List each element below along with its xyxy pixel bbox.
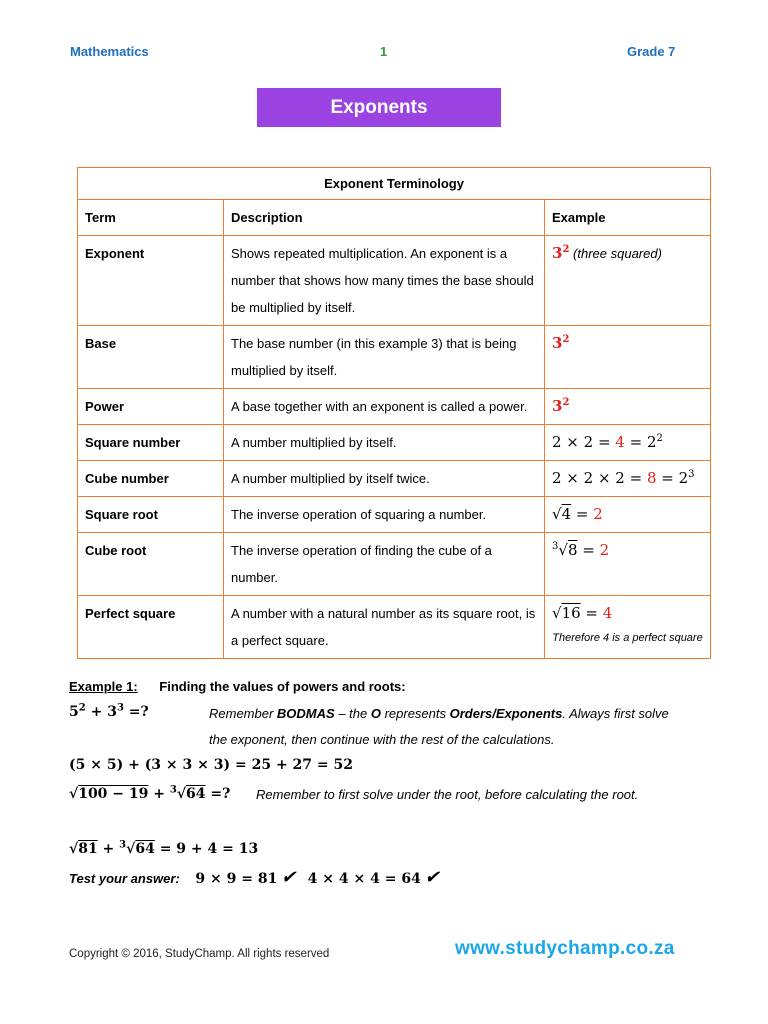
header-grade: Grade 7 [627, 44, 676, 59]
column-header-example: Example [545, 200, 711, 236]
description-cell: A number multiplied by itself twice. [224, 461, 545, 497]
table-header-row [78, 200, 711, 236]
description-cell: The inverse operation of squaring a number. [224, 497, 545, 533]
term-cell: Cube number [78, 461, 224, 497]
copyright-text: Copyright © 2016, StudyChamp. All rights reserved [69, 948, 330, 960]
check-icon: ✔ [280, 867, 297, 887]
column-header-description: Description [224, 200, 545, 236]
term-cell: Square number [78, 425, 224, 461]
table-row [78, 389, 711, 425]
description-cell: The base number (in this example 3) that is being multiplied by itself. [224, 326, 545, 389]
table-row [78, 461, 711, 497]
example-note: (three squared) [573, 246, 662, 261]
test-answer-line: Test your answer: 9 × 9 = 81 ✔ 4 × 4 × 4 = 64 ✔ [69, 867, 440, 887]
example-heading-line [69, 679, 406, 694]
description-cell: A number multiplied by itself. [224, 425, 545, 461]
description-cell: Shows repeated multiplication. An exponent is a number that shows how many times the base should be multiplied by itself. [224, 236, 545, 326]
example-label: Example 1: [69, 679, 138, 694]
example-cell: $2 \times 2 = 4 = 2^2$ [545, 425, 711, 461]
table-row [78, 497, 711, 533]
header-page-number: 1 [380, 44, 388, 59]
root-note: Remember to first solve under the root, before calculating the root. [256, 787, 639, 802]
terminology-table [77, 167, 711, 659]
example-cell: $^3$√8 = 2 [545, 533, 711, 596]
example-cell: $2 \times 2 \times 2 = 8 = 2^3$ [545, 461, 711, 497]
check-icon: ✔ [424, 867, 440, 887]
table-caption: Exponent Terminology [78, 168, 711, 200]
example-cell: √16 = 4 Therefore 4 is a perfect square [545, 596, 711, 659]
term-cell: Power [78, 389, 224, 425]
example-cell: $3^2$ [545, 389, 711, 425]
example-cell: $3^2$ [545, 326, 711, 389]
equation-line-1: $5^2 + 3^3$ =? [69, 702, 149, 720]
description-cell: The inverse operation of finding the cube of a number. [224, 533, 545, 596]
term-cell: Base [78, 326, 224, 389]
website-link[interactable]: www.studychamp.co.za [455, 938, 675, 959]
description-cell: A base together with an exponent is called a power. [224, 389, 545, 425]
bodmas-note: Remember BODMAS – the O represents Orders/Exponents. Always first solve [209, 706, 669, 721]
page-title: Exponents [257, 88, 501, 127]
description-cell: A number with a natural number as its square root, is a perfect square. [224, 596, 545, 659]
test-label: Test your answer: [69, 871, 180, 886]
table-row [78, 425, 711, 461]
equation-line-3: √100 − 19 + $^3$√64 =? [69, 784, 231, 802]
term-cell: Square root [78, 497, 224, 533]
term-cell: Exponent [78, 236, 224, 326]
example-heading: Finding the values of powers and roots: [159, 679, 406, 694]
equation-line-4: √81 + $^3$√64 = 9 + 4 = 13 [69, 839, 259, 857]
example-cell: $3^2$ (three squared) [545, 236, 711, 326]
bodmas-note-line-2: the exponent, then continue with the rest of the calculations. [209, 732, 555, 747]
table-row [78, 533, 711, 596]
table-row [78, 326, 711, 389]
term-cell: Perfect square [78, 596, 224, 659]
column-header-term: Term [78, 200, 224, 236]
header-subject: Mathematics [70, 44, 149, 59]
example-note: Therefore 4 is a perfect square [552, 632, 703, 644]
equation-line-2: (5 × 5) + (3 × 3 × 3) = 25 + 27 = 52 [69, 757, 353, 773]
table-row [78, 596, 711, 659]
table-row [78, 236, 711, 326]
term-cell: Cube root [78, 533, 224, 596]
example-cell: √4 = 2 [545, 497, 711, 533]
